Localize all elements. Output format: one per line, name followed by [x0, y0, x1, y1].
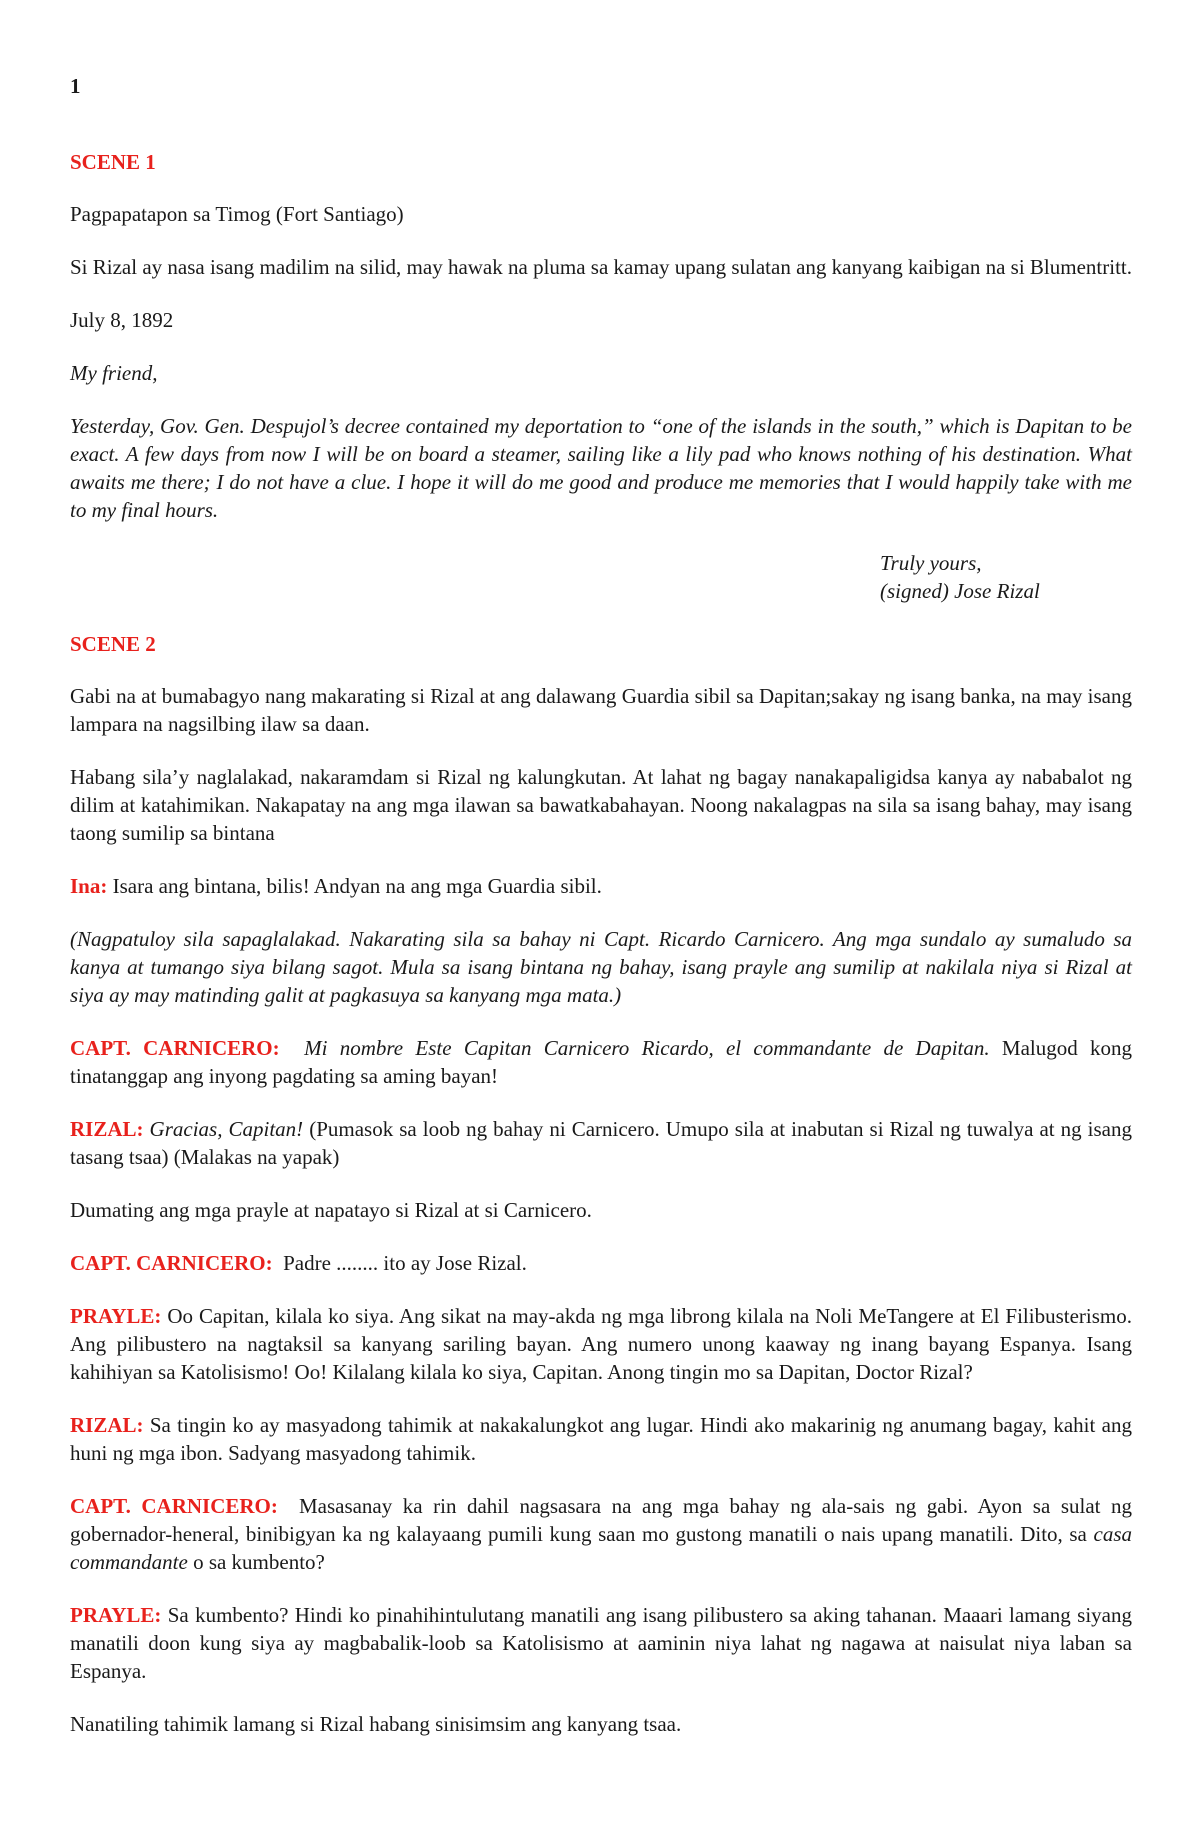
dialogue-line — [70, 1115, 1132, 1171]
dialogue-text: Masasanay ka rin dahil nagsasara na ang mga bahay ng ala-sais ng gabi. Ayon sa sulat ng gobernador-heneral, binibigyan ka ng kalayaang pumili kung saan mo gustong manatili o nais upang manatili. Dito, sa — [70, 1494, 1133, 1546]
dialogue-text: Padre ........ ito ay Jose Rizal. — [283, 1251, 527, 1275]
dialogue-text: o sa kumbento? — [187, 1550, 325, 1574]
letter-signature-block — [880, 549, 1132, 605]
letter-date: July 8, 1892 — [70, 308, 174, 332]
dialogue-text: Malugod kong tinatanggap ang inyong pagdating sa aming bayan! — [70, 1036, 1132, 1088]
scene-1-subtitle: Pagpapatapon sa Timog (Fort Santiago) — [70, 202, 404, 226]
speaker-name: CAPT. CARNICERO: — [70, 1494, 278, 1518]
dialogue-text: Sa kumbento? Hindi ko pinahihintulutang manatili ang isang pilibustero sa aking tahanan. Maaari lamang siyang manatili doon kung siya ay magbabalik-loob sa Katolisismo at aaminin niya lahat ng nagawa at naisulat niya laban sa Espanya. — [70, 1603, 1132, 1683]
dialogue-line — [70, 1411, 1132, 1467]
dialogue-line — [70, 1601, 1132, 1685]
scene-2-heading: SCENE 2 — [70, 632, 156, 656]
scene-2-paragraph: Dumating ang mga prayle at napatayo si Rizal at si Carnicero. — [70, 1198, 592, 1222]
page-number: 1 — [70, 74, 81, 98]
scene-1-intro: Si Rizal ay nasa isang madilim na silid, may hawak na pluma sa kamay upang sulatan ang kanyang kaibigan na si Blumentritt. — [70, 255, 1133, 279]
dialogue-text: Oo Capitan, kilala ko siya. Ang sikat na may-akda ng mga librong kilala na Noli MeTangere at El Filibusterismo. Ang pilibustero na nagtaksil sa kanyang sariling bayan. Ang numero unong kaaway ng inang bayang Espanya. Isang kahihiyan sa Katolisismo! Oo! Kilalang kilala ko siya, Capitan. Anong tingin mo sa Dapitan, Doctor Rizal? — [70, 1304, 1132, 1384]
dialogue-line — [70, 1034, 1132, 1090]
dialogue-text-italic: casa commandante — [70, 1522, 1132, 1574]
dialogue-line — [70, 1249, 1132, 1277]
speaker-name: RIZAL: — [70, 1117, 144, 1141]
dialogue-text: (Pumasok sa loob ng bahay ni Carnicero. Umupo sila at inabutan si Rizal ng tuwalya at ng isang tasang tsaa) (Malakas na yapak) — [70, 1117, 1132, 1169]
dialogue-text-italic: Gracias, Capitan! — [149, 1117, 304, 1141]
scene-1-heading: SCENE 1 — [70, 150, 156, 174]
dialogue-text-italic: Mi nombre Este Capitan Carnicero Ricardo, el commandante de Dapitan. — [304, 1036, 990, 1060]
speaker-name: RIZAL: — [70, 1413, 144, 1437]
speaker-name: CAPT. CARNICERO: — [70, 1036, 280, 1060]
scene-2-paragraph: Habang sila’y naglalakad, nakaramdam si Rizal ng kalungkutan. At lahat ng bagay nanakapaligidsa kanya ay nababalot ng dilim at katahimikan. Nakapatay na ang mga ilawan sa bawatkabahayan. Noong nakalagpas na sila sa isang bahay, may isang taong sumilip sa bintana — [70, 765, 1132, 845]
dialogue-text: Sa tingin ko ay masyadong tahimik at nakakalungkot ang lugar. Hindi ako makarinig ng anumang bagay, kahit ang huni ng mga ibon. Sadyang masyadong tahimik. — [70, 1413, 1132, 1465]
script-body — [70, 148, 1132, 1763]
scene-2-paragraph: Nanatiling tahimik lamang si Rizal habang sinisimsim ang kanyang tsaa. — [70, 1712, 682, 1736]
letter-body: Yesterday, Gov. Gen. Despujol’s decree contained my deportation to “one of the islands in the south,” which is Dapitan to be exact. A few days from now I will be on board a steamer, sailing like a lily pad who knows nothing of his destination. What awaits me there; I do not have a clue. I hope it will do me good and produce me memories that I would happily take with me to my final hours. — [70, 414, 1132, 522]
speaker-name: PRAYLE: — [70, 1603, 162, 1627]
scene-2-paragraph: Gabi na at bumabagyo nang makarating si Rizal at ang dalawang Guardia sibil sa Dapitan;sakay ng isang banka, na may isang lampara na nagsilbing ilaw sa daan. — [70, 684, 1132, 736]
letter-closing: Truly yours, — [880, 551, 982, 575]
dialogue-text: Isara ang bintana, bilis! Andyan na ang mga Guardia sibil. — [107, 874, 602, 898]
speaker-name: CAPT. CARNICERO: — [70, 1251, 273, 1275]
dialogue-line — [70, 872, 1132, 900]
letter-signature: (signed) Jose Rizal — [880, 579, 1040, 603]
dialogue-line — [70, 1492, 1132, 1576]
letter-salutation: My friend, — [70, 361, 158, 385]
stage-direction: (Nagpatuloy sila sapaglalakad. Nakarating sila sa bahay ni Capt. Ricardo Carnicero. Ang mga sundalo ay sumaludo sa kanya at tumango siya bilang sagot. Mula sa isang bintana ng bahay, isang prayle ang sumilip at nakilala niya si Rizal at siya ay may matinding galit at pagkasuya sa kanyang mga mata.) — [70, 927, 1132, 1007]
dialogue-line — [70, 1302, 1132, 1386]
speaker-name: PRAYLE: — [70, 1304, 162, 1328]
speaker-name: Ina: — [70, 874, 108, 898]
